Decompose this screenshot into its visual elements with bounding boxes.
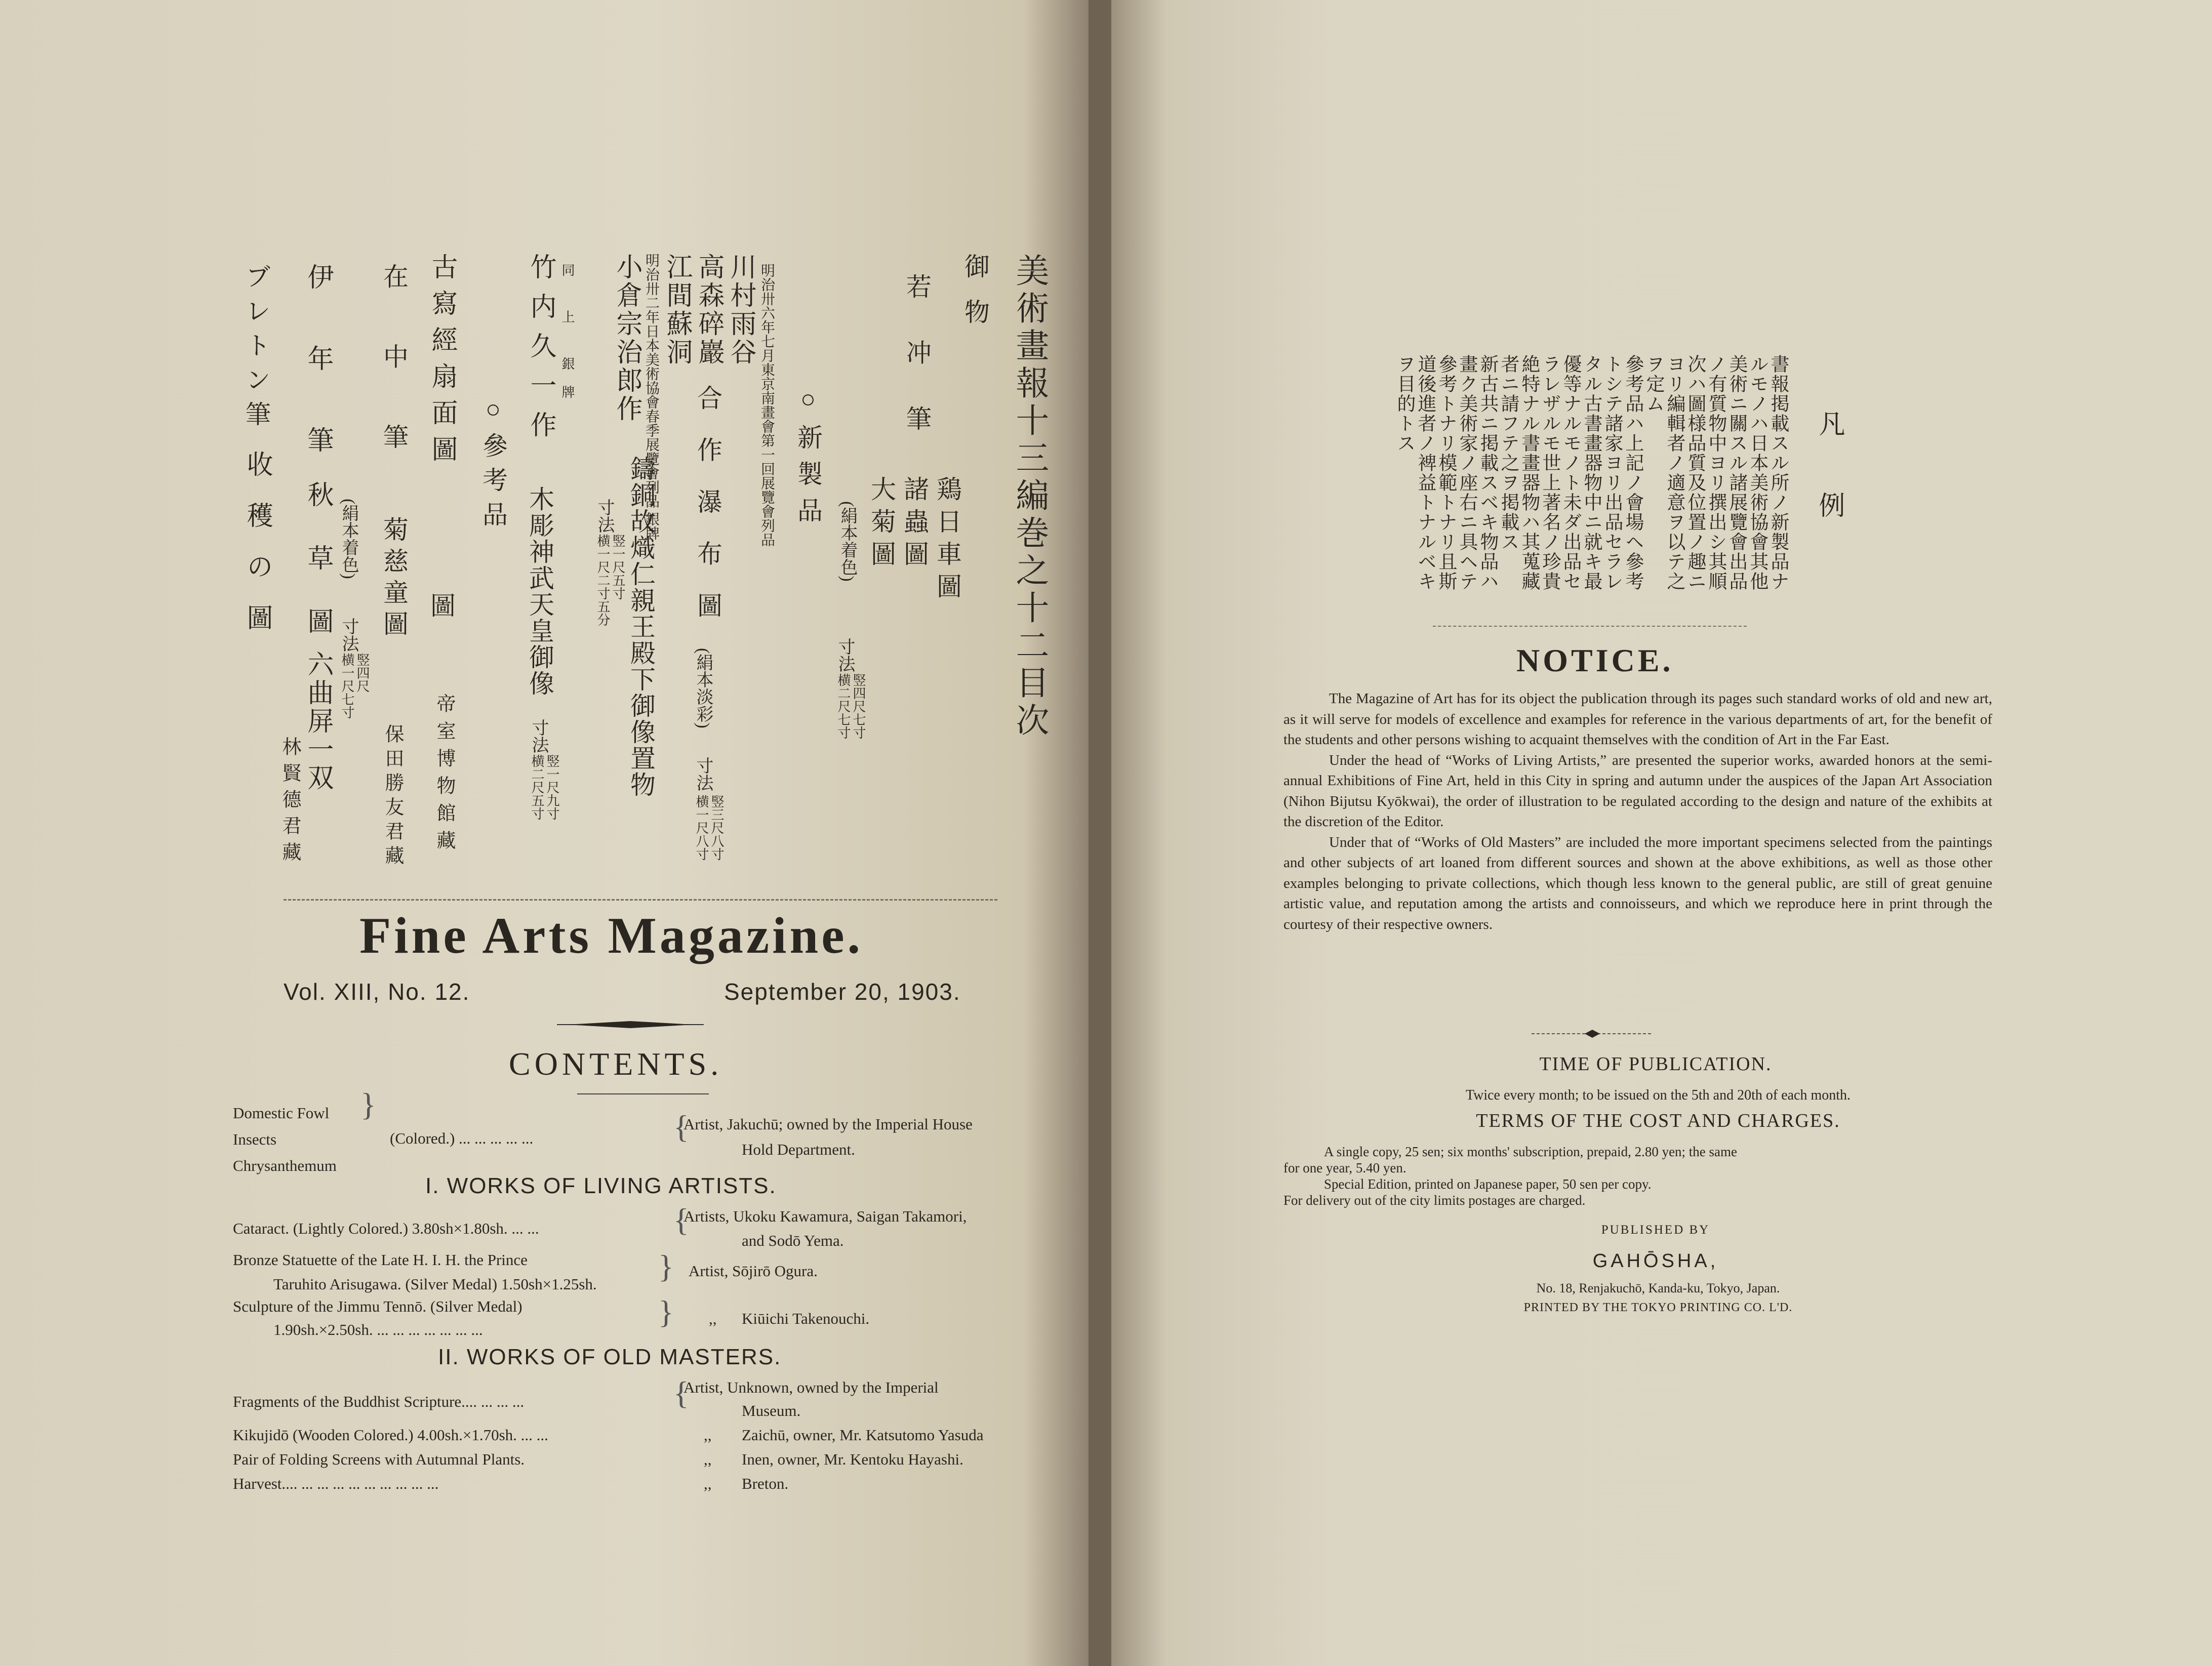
notice-paragraph-3: Under that of “Works of Old Masters” are included the more important specimens selected from the paintings and other subjects of art loaned from different sources and shown at the above exhibitions, as well as those other examples belonging to private collections, which though less known to the general public, are still of great genuine artistic value, and reputation among the artists and connoisseurs, and which we reproduce here in print through the courtesy of their respective owners. (1283, 834, 1992, 932)
published-by: PUBLISHED BY (1601, 1223, 1710, 1237)
terms-line-3: Special Edition, printed on Japanese paper, 50 sen per copy. (1324, 1176, 1652, 1192)
harvest-entry: Harvest.... ... ... ... ... ... ... ... ... ... (233, 1475, 439, 1492)
harvest-artist-entry: Breton. (742, 1475, 789, 1492)
collab-artist-2: 高森碎巖 (694, 253, 723, 367)
bronze-brace: } (658, 1248, 674, 1284)
kikujido-medium: (絹本着色) (339, 499, 358, 579)
hanrei-column: ノ有質物中ヨリ撰出シ其順 (1705, 354, 1726, 591)
takenouchi-size-2: 横二尺五寸 (530, 754, 544, 820)
ogura-note: 明治卅二年日本美術協會春季展覽會列品 銀牌 (644, 253, 659, 540)
hanrei-column: ルモノハ日本美術協會其他 (1747, 354, 1767, 591)
collab-work: 合 作 瀑 布 圖 (694, 385, 722, 628)
hanrei-heading: 凡 例 (1815, 410, 1843, 542)
bronze-entry-line-1: Bronze Statuette of the Late H. I. H. the Prince (233, 1251, 528, 1269)
screens-artist-entry: Inen, owner, Mr. Kentoku Hayashi. (742, 1450, 963, 1468)
fragments-artist-line-2: Museum. (742, 1402, 801, 1419)
ogura-size-1: 竪一尺五寸 (611, 534, 625, 600)
harvest-ditto: ,, (704, 1475, 712, 1492)
issue-date: September 20, 1903. (724, 979, 961, 1005)
hanrei-column: 新古共ニ掲載スベキ物品ハ (1477, 354, 1498, 591)
cataract-entry: Cataract. (Lightly Colored.) 3.80sh×1.80sh. ... ... (233, 1220, 539, 1237)
fragments-artist-line-1: Artist, Unknown, owned by the Imperial (683, 1378, 939, 1396)
magazine-title: Fine Arts Magazine. (359, 907, 863, 964)
toc-divider (284, 899, 997, 901)
sculpture-entry-line-1: Sculpture of the Jimmu Tennō. (Silver Medal) (233, 1297, 522, 1315)
hanrei-column: 道後進者ノ裨益トナルベキ (1415, 354, 1435, 591)
jakuchu-size-1: 竪四尺七寸 (851, 673, 866, 739)
collab-artist-3: 江間蘇洞 (662, 253, 691, 367)
breton-work: 收 穫 の 圖 (243, 451, 271, 639)
section2-heading: II. WORKS OF OLD MASTERS. (438, 1345, 782, 1369)
contents-heading: CONTENTS. (509, 1046, 723, 1082)
kikujido-ditto: ,, (704, 1426, 712, 1444)
cataract-bracket: { (673, 1202, 689, 1238)
sutra-label: 圖 (427, 592, 455, 618)
kikujido-size-label: 寸法 (339, 618, 358, 652)
collab-size-2: 横一尺八寸 (694, 795, 709, 861)
kikujido-size-1: 竪四尺 (355, 653, 370, 693)
right-page (1111, 0, 2212, 1666)
contents-rule (577, 1093, 709, 1094)
jakuchu-work-1: 鶏日車圖 (933, 476, 961, 605)
hanrei-column: 優等ナルモノト未ダ出品セ (1560, 354, 1581, 591)
jakuchu-medium: (絹本着色) (838, 501, 857, 582)
kikujido-entry: Kikujidō (Wooden Colored.) 4.00sh.×1.70sh. ... ... (233, 1426, 548, 1444)
hanrei-column: 參考トナリ模範トナリ且斯 (1435, 354, 1456, 591)
screens-entry: Pair of Folding Screens with Autumnal Plants. (233, 1450, 525, 1468)
takenouchi-note: 同 上 銀牌 (560, 263, 575, 414)
collab-size-1: 竪三尺八寸 (709, 795, 724, 861)
publisher-address: No. 18, Renjakuchō, Kanda-ku, Tokyo, Japan. (1536, 1281, 1780, 1295)
hanrei-column: トシテ諸家ヨリ出品セラレ (1601, 354, 1622, 591)
jakuchu-size-2: 横二尺七寸 (836, 673, 851, 739)
exhibition-note: 明治卅六年七月東京南畫會第一回展覽會列品 (759, 263, 775, 547)
left-page (0, 0, 1089, 1666)
kikujido-size-2: 横一尺七寸 (340, 653, 354, 719)
sculpture-ditto: ,, (709, 1310, 717, 1327)
bronze-entry-line-2: Taruhito Arisugawa. (Silver Medal) 1.50sh×1.25sh. (273, 1275, 597, 1293)
kikujido-artist-entry: Zaichū, owner, Mr. Katsutomo Yasuda (742, 1426, 984, 1444)
terms-heading: TERMS OF THE COST AND CHARGES. (1476, 1110, 1840, 1131)
hanrei-column: 書報掲載スル所ノ新製品ナ (1767, 354, 1788, 591)
intro-item-3: Chrysanthemum (233, 1157, 337, 1174)
breton-artist: ブレトン筆 (242, 263, 270, 435)
hanrei-column: 美術ニ關スル諸展覽會出品 (1726, 354, 1747, 591)
jakuchu-size-label: 寸法 (835, 638, 854, 672)
fragments-entry: Fragments of the Buddhist Scripture.... ... ... ... (233, 1393, 525, 1410)
hanrei-column: 者ニ請フテ之ヲ掲載ス (1498, 354, 1518, 552)
inen-work: 秋 草 圖 (303, 481, 332, 649)
notice-ornament (1532, 1029, 1653, 1039)
kikujido-owner: 保田勝友君藏 (382, 724, 403, 870)
hanrei-column: ヲ定ム (1643, 354, 1664, 414)
intro-artist-line-2: Hold Department. (742, 1141, 855, 1158)
masthead-ornament (557, 1019, 704, 1031)
cataract-artist-line-1: Artists, Ukoku Kawamura, Saigan Takamori, (683, 1207, 967, 1225)
intro-item-1: Domestic Fowl (233, 1104, 330, 1122)
hanrei-column: ヨリ編輯者ノ適意ヲ以テ之 (1664, 354, 1684, 591)
section1-heading: I. WORKS OF LIVING ARTISTS. (425, 1173, 777, 1198)
kikujido-artist: 在 中 筆 (380, 263, 408, 473)
new-works-label: ○新製品 (794, 385, 822, 534)
takenouchi-artist: 竹内久一作 (526, 253, 555, 451)
ogura-artist: 小倉宗治郎作 (612, 253, 641, 423)
terms-line-4: For delivery out of the city limits postages are charged. (1283, 1193, 1586, 1208)
intro-note: (Colored.) ... ... ... ... ... (390, 1129, 534, 1147)
sutra-owner: 帝室博物館藏 (433, 694, 455, 858)
kikujido-work: 菊慈童圖 (380, 516, 408, 642)
collab-medium: (絹本淡彩) (694, 648, 712, 728)
toc-title: 美術畫報十三編巻之十二目次 (1011, 253, 1048, 740)
ogura-work: 鑄銅故熾仁親王殿下御像置物 (627, 456, 655, 798)
hanrei-column: 畫ク美術家ノ座右ニ具ヘテ (1456, 354, 1477, 591)
jakuchu-work-2: 諸蟲圖 (900, 476, 929, 573)
collab-size-label: 寸法 (694, 757, 712, 791)
publication-schedule: Twice every month; to be issued on the 5th and 20th of each month. (1465, 1087, 1851, 1103)
hanrei-divider (1433, 626, 1747, 627)
hanrei-column: タル古書畫器物中ニ就キ最 (1581, 354, 1601, 591)
hanrei-column: ヲ目的トス (1394, 354, 1415, 453)
volume-number: Vol. XIII, No. 12. (284, 979, 470, 1005)
ogura-size-label: 寸法 (595, 499, 614, 533)
notice-paragraph-2: Under the head of “Works of Living Artists,” are presented the superior works, awarded honors at the semi-annual Exhibitions of Fine Art, held in this City in spring and autumn under the auspices of the Japan Art Association (Nihon Bijutsu Kyōkwai), the order of illustration to be regulated according to the design and nature of the exhibits at the discretion of the Editor. (1283, 752, 1992, 830)
ogura-size-2: 横一尺二寸五分 (595, 534, 610, 626)
intro-item-2: Insects (233, 1130, 277, 1148)
notice-heading: NOTICE. (1516, 642, 1674, 678)
sutra-work: 古寫經扇面圖 (427, 253, 456, 472)
reference-label: ○參考品 (479, 395, 507, 536)
publication-heading: TIME OF PUBLICATION. (1539, 1053, 1772, 1075)
fragments-bracket: { (673, 1375, 689, 1411)
hanrei-column: 參考品ハ上記ノ會場ヘ參考 (1622, 354, 1643, 591)
inen-owner: 林賢德君藏 (279, 737, 300, 868)
notice-body (1283, 688, 1992, 934)
intro-artist-bracket: { (673, 1109, 689, 1145)
cataract-artist-line-2: and Sodō Yema. (742, 1232, 844, 1249)
hanrei-column: ラレザルモ世上著名ノ珍貴 (1539, 354, 1560, 591)
jakuchu-work-3: 大菊圖 (867, 476, 896, 573)
takenouchi-work: 木彫神武天皇御像 (526, 486, 554, 697)
takenouchi-size-1: 竪一尺九寸 (545, 754, 559, 820)
inen-format: 六曲屏一双 (303, 651, 332, 792)
hanrei-column: 次ハ圖様品質及位置ノ趣ニ (1684, 354, 1705, 591)
sculpture-artist: Kiūichi Takenouchi. (742, 1310, 870, 1327)
inen-artist: 伊 年 筆 (303, 263, 332, 477)
publisher-name: GAHŌSHA, (1592, 1250, 1719, 1272)
notice-paragraph-1: The Magazine of Art has for its object the publication through its pages such standard works of old and new art, as it will serve for models of excellence and examples for reference in the various departments of art, for the benefit of the students and other persons wishing to acquaint themselves with the condition of Art in the Far East. (1283, 690, 1992, 748)
terms-line-1: A single copy, 25 sen; six months' subscription, prepaid, 2.80 yen; the same (1324, 1144, 1738, 1159)
intro-artist-line-1: Artist, Jakuchū; owned by the Imperial House (683, 1115, 973, 1133)
collab-artist-1: 川村雨谷 (726, 253, 755, 367)
sculpture-entry-line-2: 1.90sh.×2.50sh. ... ... ... ... ... ... ... (273, 1321, 483, 1338)
terms-line-2: for one year, 5.40 yen. (1283, 1160, 1406, 1175)
screens-ditto: ,, (704, 1450, 712, 1468)
printer-line: PRINTED BY THE TOKYO PRINTING CO. L'D. (1523, 1301, 1793, 1314)
jakuchu-artist: 若 冲 筆 (903, 273, 931, 448)
hanrei-column: 絶特ナル書畫器物ハ其蒐藏 (1518, 354, 1539, 591)
sculpture-brace: } (658, 1294, 674, 1330)
gyobutsu-label: 御物 (961, 253, 989, 344)
bronze-artist: Artist, Sōjirō Ogura. (689, 1262, 818, 1280)
takenouchi-size-label: 寸法 (529, 719, 548, 753)
intro-brace: } (360, 1086, 376, 1122)
